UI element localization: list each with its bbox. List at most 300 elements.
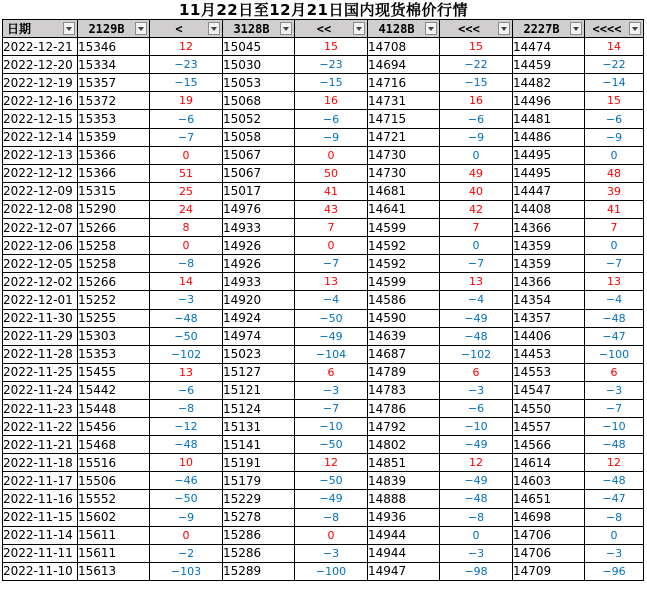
price-2227b-cell[interactable]: 14354 (513, 291, 585, 309)
price-2227b-cell[interactable]: 14482 (513, 74, 585, 92)
price-2227b-cell[interactable]: 14366 (513, 219, 585, 237)
price-2129b-cell[interactable]: 15366 (78, 164, 150, 182)
date-cell[interactable]: 2022-12-05 (3, 255, 78, 273)
change-1-cell[interactable]: −102 (150, 345, 223, 363)
price-3128b-cell[interactable]: 14933 (223, 273, 295, 291)
table-row[interactable] (3, 526, 644, 544)
change-3-cell[interactable]: 0 (440, 526, 513, 544)
price-3128b-cell[interactable]: 14920 (223, 291, 295, 309)
change-1-cell[interactable]: 13 (150, 363, 223, 381)
change-1-cell[interactable]: −50 (150, 327, 223, 345)
price-2227b-cell[interactable]: 14474 (513, 38, 585, 56)
date-cell[interactable]: 2022-11-11 (3, 544, 78, 562)
table-row[interactable] (3, 219, 644, 237)
change-4-cell[interactable]: 48 (585, 164, 644, 182)
price-3128b-cell[interactable]: 15131 (223, 418, 295, 436)
table-row[interactable] (3, 327, 644, 345)
change-3-cell[interactable]: 15 (440, 38, 513, 56)
price-4128b-cell[interactable]: 14694 (368, 56, 440, 74)
price-2227b-cell[interactable]: 14698 (513, 508, 585, 526)
table-row[interactable] (3, 74, 644, 92)
price-4128b-cell[interactable]: 14599 (368, 219, 440, 237)
table-row[interactable] (3, 164, 644, 182)
change-1-cell[interactable]: −48 (150, 309, 223, 327)
date-cell[interactable]: 2022-11-22 (3, 418, 78, 436)
change-3-cell[interactable]: −6 (440, 399, 513, 417)
change-4-cell[interactable]: −7 (585, 255, 644, 273)
date-cell[interactable]: 2022-11-14 (3, 526, 78, 544)
change-4-cell[interactable]: 39 (585, 182, 644, 200)
table-row[interactable] (3, 200, 644, 218)
header-date[interactable] (3, 20, 78, 38)
table-row[interactable] (3, 38, 644, 56)
change-4-cell[interactable]: 0 (585, 526, 644, 544)
price-2129b-cell[interactable]: 15611 (78, 526, 150, 544)
change-3-cell[interactable]: 7 (440, 219, 513, 237)
price-2129b-cell[interactable]: 15303 (78, 327, 150, 345)
change-4-cell[interactable]: −48 (585, 436, 644, 454)
change-2-cell[interactable]: 7 (295, 219, 368, 237)
price-4128b-cell[interactable]: 14730 (368, 146, 440, 164)
change-1-cell[interactable]: −8 (150, 255, 223, 273)
change-4-cell[interactable]: 7 (585, 219, 644, 237)
change-4-cell[interactable]: −6 (585, 110, 644, 128)
date-cell[interactable]: 2022-12-12 (3, 164, 78, 182)
price-4128b-cell[interactable]: 14730 (368, 164, 440, 182)
price-2227b-cell[interactable]: 14357 (513, 309, 585, 327)
header-3128b[interactable] (223, 20, 295, 38)
change-3-cell[interactable]: −48 (440, 327, 513, 345)
price-3128b-cell[interactable]: 15067 (223, 164, 295, 182)
change-1-cell[interactable]: 8 (150, 219, 223, 237)
change-3-cell[interactable]: 16 (440, 92, 513, 110)
change-2-cell[interactable]: −50 (295, 309, 368, 327)
price-2129b-cell[interactable]: 15258 (78, 255, 150, 273)
price-2129b-cell[interactable]: 15346 (78, 38, 150, 56)
change-1-cell[interactable]: −2 (150, 544, 223, 562)
price-3128b-cell[interactable]: 15045 (223, 38, 295, 56)
price-2129b-cell[interactable]: 15255 (78, 309, 150, 327)
price-3128b-cell[interactable]: 14926 (223, 237, 295, 255)
table-row[interactable] (3, 418, 644, 436)
change-1-cell[interactable]: −8 (150, 399, 223, 417)
price-2129b-cell[interactable]: 15552 (78, 490, 150, 508)
price-2129b-cell[interactable]: 15468 (78, 436, 150, 454)
change-2-cell[interactable]: −49 (295, 327, 368, 345)
change-3-cell[interactable]: −7 (440, 255, 513, 273)
price-3128b-cell[interactable]: 15141 (223, 436, 295, 454)
date-cell[interactable]: 2022-11-21 (3, 436, 78, 454)
price-3128b-cell[interactable]: 15053 (223, 74, 295, 92)
dropdown-arrow-icon[interactable] (498, 22, 510, 35)
date-cell[interactable]: 2022-12-20 (3, 56, 78, 74)
change-1-cell[interactable]: −6 (150, 110, 223, 128)
price-3128b-cell[interactable]: 15286 (223, 544, 295, 562)
change-3-cell[interactable]: −8 (440, 508, 513, 526)
price-4128b-cell[interactable]: 14681 (368, 182, 440, 200)
change-2-cell[interactable]: 12 (295, 454, 368, 472)
change-3-cell[interactable]: −9 (440, 128, 513, 146)
change-4-cell[interactable]: 15 (585, 92, 644, 110)
change-4-cell[interactable]: −14 (585, 74, 644, 92)
price-2227b-cell[interactable]: 14486 (513, 128, 585, 146)
price-3128b-cell[interactable]: 15121 (223, 381, 295, 399)
price-4128b-cell[interactable]: 14590 (368, 309, 440, 327)
price-4128b-cell[interactable]: 14708 (368, 38, 440, 56)
change-2-cell[interactable]: −50 (295, 436, 368, 454)
table-row[interactable] (3, 399, 644, 417)
change-1-cell[interactable]: 25 (150, 182, 223, 200)
date-cell[interactable]: 2022-12-21 (3, 38, 78, 56)
price-2129b-cell[interactable]: 15602 (78, 508, 150, 526)
price-2129b-cell[interactable]: 15258 (78, 237, 150, 255)
change-3-cell[interactable]: −6 (440, 110, 513, 128)
price-4128b-cell[interactable]: 14944 (368, 526, 440, 544)
date-cell[interactable]: 2022-12-06 (3, 237, 78, 255)
price-2227b-cell[interactable]: 14566 (513, 436, 585, 454)
change-2-cell[interactable]: 0 (295, 237, 368, 255)
price-4128b-cell[interactable]: 14947 (368, 562, 440, 580)
date-cell[interactable]: 2022-11-30 (3, 309, 78, 327)
price-3128b-cell[interactable]: 15068 (223, 92, 295, 110)
price-3128b-cell[interactable]: 15067 (223, 146, 295, 164)
change-4-cell[interactable]: −3 (585, 544, 644, 562)
header-2129b[interactable] (78, 20, 150, 38)
date-cell[interactable]: 2022-11-17 (3, 472, 78, 490)
table-row[interactable] (3, 56, 644, 74)
change-2-cell[interactable]: −7 (295, 255, 368, 273)
price-4128b-cell[interactable]: 14888 (368, 490, 440, 508)
table-row[interactable] (3, 363, 644, 381)
change-3-cell[interactable]: 0 (440, 237, 513, 255)
change-2-cell[interactable]: −9 (295, 128, 368, 146)
price-2129b-cell[interactable]: 15353 (78, 110, 150, 128)
change-4-cell[interactable]: −9 (585, 128, 644, 146)
price-2227b-cell[interactable]: 14706 (513, 526, 585, 544)
date-cell[interactable]: 2022-12-19 (3, 74, 78, 92)
change-1-cell[interactable]: −9 (150, 508, 223, 526)
price-2227b-cell[interactable]: 14366 (513, 273, 585, 291)
price-2227b-cell[interactable]: 14408 (513, 200, 585, 218)
change-1-cell[interactable]: −6 (150, 381, 223, 399)
change-2-cell[interactable]: −7 (295, 399, 368, 417)
price-2129b-cell[interactable]: 15506 (78, 472, 150, 490)
price-2227b-cell[interactable]: 14459 (513, 56, 585, 74)
table-row[interactable] (3, 345, 644, 363)
table-row[interactable] (3, 544, 644, 562)
date-cell[interactable]: 2022-11-15 (3, 508, 78, 526)
price-3128b-cell[interactable]: 15286 (223, 526, 295, 544)
change-4-cell[interactable]: 13 (585, 273, 644, 291)
change-4-cell[interactable]: 41 (585, 200, 644, 218)
price-2129b-cell[interactable]: 15334 (78, 56, 150, 74)
price-3128b-cell[interactable]: 15127 (223, 363, 295, 381)
change-1-cell[interactable]: 24 (150, 200, 223, 218)
change-4-cell[interactable]: −100 (585, 345, 644, 363)
price-2227b-cell[interactable]: 14547 (513, 381, 585, 399)
table-row[interactable] (3, 508, 644, 526)
table-row[interactable] (3, 273, 644, 291)
price-2227b-cell[interactable]: 14359 (513, 255, 585, 273)
change-3-cell[interactable]: −49 (440, 436, 513, 454)
price-3128b-cell[interactable]: 15052 (223, 110, 295, 128)
date-cell[interactable]: 2022-12-15 (3, 110, 78, 128)
date-cell[interactable]: 2022-12-02 (3, 273, 78, 291)
change-2-cell[interactable]: 0 (295, 146, 368, 164)
price-4128b-cell[interactable]: 14687 (368, 345, 440, 363)
change-3-cell[interactable]: −3 (440, 381, 513, 399)
price-2227b-cell[interactable]: 14709 (513, 562, 585, 580)
change-1-cell[interactable]: −3 (150, 291, 223, 309)
price-2227b-cell[interactable]: 14481 (513, 110, 585, 128)
dropdown-arrow-icon[interactable] (353, 22, 365, 35)
price-3128b-cell[interactable]: 14924 (223, 309, 295, 327)
price-4128b-cell[interactable]: 14786 (368, 399, 440, 417)
price-3128b-cell[interactable]: 15278 (223, 508, 295, 526)
change-1-cell[interactable]: −48 (150, 436, 223, 454)
date-cell[interactable]: 2022-11-29 (3, 327, 78, 345)
date-cell[interactable]: 2022-11-18 (3, 454, 78, 472)
change-3-cell[interactable]: −10 (440, 418, 513, 436)
change-2-cell[interactable]: 0 (295, 526, 368, 544)
price-2129b-cell[interactable]: 15252 (78, 291, 150, 309)
table-row[interactable] (3, 182, 644, 200)
table-row[interactable] (3, 128, 644, 146)
dropdown-arrow-icon[interactable] (425, 22, 437, 35)
price-3128b-cell[interactable]: 14976 (223, 200, 295, 218)
price-2129b-cell[interactable]: 15266 (78, 273, 150, 291)
dropdown-arrow-icon[interactable] (135, 22, 147, 35)
price-2129b-cell[interactable]: 15448 (78, 399, 150, 417)
change-4-cell[interactable]: 14 (585, 38, 644, 56)
change-2-cell[interactable]: −4 (295, 291, 368, 309)
change-4-cell[interactable]: 12 (585, 454, 644, 472)
change-2-cell[interactable]: −6 (295, 110, 368, 128)
change-2-cell[interactable]: −50 (295, 472, 368, 490)
price-3128b-cell[interactable]: 15124 (223, 399, 295, 417)
price-4128b-cell[interactable]: 14641 (368, 200, 440, 218)
date-cell[interactable]: 2022-11-28 (3, 345, 78, 363)
price-4128b-cell[interactable]: 14592 (368, 237, 440, 255)
price-4128b-cell[interactable]: 14792 (368, 418, 440, 436)
change-3-cell[interactable]: −102 (440, 345, 513, 363)
change-1-cell[interactable]: 14 (150, 273, 223, 291)
change-2-cell[interactable]: −104 (295, 345, 368, 363)
change-2-cell[interactable]: 6 (295, 363, 368, 381)
price-3128b-cell[interactable]: 15017 (223, 182, 295, 200)
dropdown-arrow-icon[interactable] (570, 22, 582, 35)
header-change-1[interactable] (150, 20, 223, 38)
price-4128b-cell[interactable]: 14944 (368, 544, 440, 562)
price-2227b-cell[interactable]: 14359 (513, 237, 585, 255)
price-3128b-cell[interactable]: 14974 (223, 327, 295, 345)
change-4-cell[interactable]: 6 (585, 363, 644, 381)
change-4-cell[interactable]: −8 (585, 508, 644, 526)
price-2227b-cell[interactable]: 14614 (513, 454, 585, 472)
change-2-cell[interactable]: −8 (295, 508, 368, 526)
price-2227b-cell[interactable]: 14651 (513, 490, 585, 508)
price-3128b-cell[interactable]: 15191 (223, 454, 295, 472)
change-2-cell[interactable]: −15 (295, 74, 368, 92)
change-4-cell[interactable]: 0 (585, 146, 644, 164)
change-3-cell[interactable]: −15 (440, 74, 513, 92)
price-4128b-cell[interactable]: 14639 (368, 327, 440, 345)
change-2-cell[interactable]: −3 (295, 544, 368, 562)
change-1-cell[interactable]: 0 (150, 237, 223, 255)
table-row[interactable] (3, 436, 644, 454)
header-change-4[interactable] (585, 20, 644, 38)
price-2129b-cell[interactable]: 15613 (78, 562, 150, 580)
change-3-cell[interactable]: −22 (440, 56, 513, 74)
change-2-cell[interactable]: 43 (295, 200, 368, 218)
change-1-cell[interactable]: −15 (150, 74, 223, 92)
change-1-cell[interactable]: −12 (150, 418, 223, 436)
change-2-cell[interactable]: 13 (295, 273, 368, 291)
price-2227b-cell[interactable]: 14447 (513, 182, 585, 200)
header-4128b[interactable] (368, 20, 440, 38)
date-cell[interactable]: 2022-11-24 (3, 381, 78, 399)
change-1-cell[interactable]: 19 (150, 92, 223, 110)
price-4128b-cell[interactable]: 14936 (368, 508, 440, 526)
dropdown-arrow-icon[interactable] (208, 22, 220, 35)
price-2129b-cell[interactable]: 15516 (78, 454, 150, 472)
price-3128b-cell[interactable]: 14926 (223, 255, 295, 273)
price-2227b-cell[interactable]: 14495 (513, 146, 585, 164)
table-row[interactable] (3, 381, 644, 399)
price-4128b-cell[interactable]: 14789 (368, 363, 440, 381)
change-1-cell[interactable]: 10 (150, 454, 223, 472)
change-4-cell[interactable]: −4 (585, 291, 644, 309)
table-row[interactable] (3, 255, 644, 273)
table-row[interactable] (3, 110, 644, 128)
price-2227b-cell[interactable]: 14496 (513, 92, 585, 110)
dropdown-arrow-icon[interactable] (280, 22, 292, 35)
header-change-2[interactable] (295, 20, 368, 38)
change-2-cell[interactable]: −49 (295, 490, 368, 508)
change-2-cell[interactable]: 50 (295, 164, 368, 182)
price-3128b-cell[interactable]: 15289 (223, 562, 295, 580)
price-4128b-cell[interactable]: 14731 (368, 92, 440, 110)
price-3128b-cell[interactable]: 15030 (223, 56, 295, 74)
price-4128b-cell[interactable]: 14783 (368, 381, 440, 399)
change-3-cell[interactable]: 42 (440, 200, 513, 218)
table-row[interactable] (3, 490, 644, 508)
price-3128b-cell[interactable]: 14933 (223, 219, 295, 237)
change-1-cell[interactable]: 51 (150, 164, 223, 182)
date-cell[interactable]: 2022-12-07 (3, 219, 78, 237)
change-1-cell[interactable]: 12 (150, 38, 223, 56)
price-4128b-cell[interactable]: 14802 (368, 436, 440, 454)
change-3-cell[interactable]: −98 (440, 562, 513, 580)
table-row[interactable] (3, 562, 644, 580)
header-2227b[interactable] (513, 20, 585, 38)
price-2129b-cell[interactable]: 15357 (78, 74, 150, 92)
table-row[interactable] (3, 454, 644, 472)
price-3128b-cell[interactable]: 15179 (223, 472, 295, 490)
change-4-cell[interactable]: 0 (585, 237, 644, 255)
price-2227b-cell[interactable]: 14603 (513, 472, 585, 490)
change-3-cell[interactable]: 13 (440, 273, 513, 291)
change-2-cell[interactable]: 41 (295, 182, 368, 200)
price-4128b-cell[interactable]: 14839 (368, 472, 440, 490)
price-2129b-cell[interactable]: 15456 (78, 418, 150, 436)
change-4-cell[interactable]: −7 (585, 399, 644, 417)
dropdown-arrow-icon[interactable] (629, 22, 641, 35)
price-2227b-cell[interactable]: 14550 (513, 399, 585, 417)
table-row[interactable] (3, 472, 644, 490)
date-cell[interactable]: 2022-12-16 (3, 92, 78, 110)
price-4128b-cell[interactable]: 14715 (368, 110, 440, 128)
price-3128b-cell[interactable]: 15058 (223, 128, 295, 146)
date-cell[interactable]: 2022-12-13 (3, 146, 78, 164)
change-4-cell[interactable]: −48 (585, 309, 644, 327)
change-2-cell[interactable]: −100 (295, 562, 368, 580)
change-1-cell[interactable]: −23 (150, 56, 223, 74)
change-2-cell[interactable]: −3 (295, 381, 368, 399)
table-row[interactable] (3, 291, 644, 309)
date-cell[interactable]: 2022-11-25 (3, 363, 78, 381)
change-2-cell[interactable]: −23 (295, 56, 368, 74)
change-3-cell[interactable]: 6 (440, 363, 513, 381)
change-3-cell[interactable]: 0 (440, 146, 513, 164)
price-2129b-cell[interactable]: 15442 (78, 381, 150, 399)
date-cell[interactable]: 2022-11-10 (3, 562, 78, 580)
change-3-cell[interactable]: −48 (440, 490, 513, 508)
price-2227b-cell[interactable]: 14553 (513, 363, 585, 381)
change-4-cell[interactable]: −10 (585, 418, 644, 436)
change-4-cell[interactable]: −96 (585, 562, 644, 580)
price-4128b-cell[interactable]: 14586 (368, 291, 440, 309)
change-3-cell[interactable]: 12 (440, 454, 513, 472)
table-row[interactable] (3, 92, 644, 110)
change-1-cell[interactable]: −46 (150, 472, 223, 490)
price-4128b-cell[interactable]: 14721 (368, 128, 440, 146)
price-4128b-cell[interactable]: 14716 (368, 74, 440, 92)
change-3-cell[interactable]: 49 (440, 164, 513, 182)
change-3-cell[interactable]: −3 (440, 544, 513, 562)
change-4-cell[interactable]: −48 (585, 472, 644, 490)
change-4-cell[interactable]: −47 (585, 490, 644, 508)
change-3-cell[interactable]: −49 (440, 472, 513, 490)
price-2129b-cell[interactable]: 15366 (78, 146, 150, 164)
price-2227b-cell[interactable]: 14406 (513, 327, 585, 345)
price-4128b-cell[interactable]: 14851 (368, 454, 440, 472)
change-2-cell[interactable]: 15 (295, 38, 368, 56)
price-2227b-cell[interactable]: 14557 (513, 418, 585, 436)
date-cell[interactable]: 2022-12-09 (3, 182, 78, 200)
change-1-cell[interactable]: −103 (150, 562, 223, 580)
price-2129b-cell[interactable]: 15353 (78, 345, 150, 363)
change-2-cell[interactable]: −10 (295, 418, 368, 436)
date-cell[interactable]: 2022-12-14 (3, 128, 78, 146)
price-4128b-cell[interactable]: 14599 (368, 273, 440, 291)
change-1-cell[interactable]: −7 (150, 128, 223, 146)
price-2129b-cell[interactable]: 15266 (78, 219, 150, 237)
price-2129b-cell[interactable]: 15611 (78, 544, 150, 562)
dropdown-arrow-icon[interactable] (63, 22, 75, 35)
price-2129b-cell[interactable]: 15290 (78, 200, 150, 218)
date-cell[interactable]: 2022-11-16 (3, 490, 78, 508)
date-cell[interactable]: 2022-11-23 (3, 399, 78, 417)
change-3-cell[interactable]: −49 (440, 309, 513, 327)
date-cell[interactable]: 2022-12-08 (3, 200, 78, 218)
price-2129b-cell[interactable]: 15372 (78, 92, 150, 110)
date-cell[interactable]: 2022-12-01 (3, 291, 78, 309)
price-2129b-cell[interactable]: 15315 (78, 182, 150, 200)
price-4128b-cell[interactable]: 14592 (368, 255, 440, 273)
change-1-cell[interactable]: −50 (150, 490, 223, 508)
table-row[interactable] (3, 237, 644, 255)
